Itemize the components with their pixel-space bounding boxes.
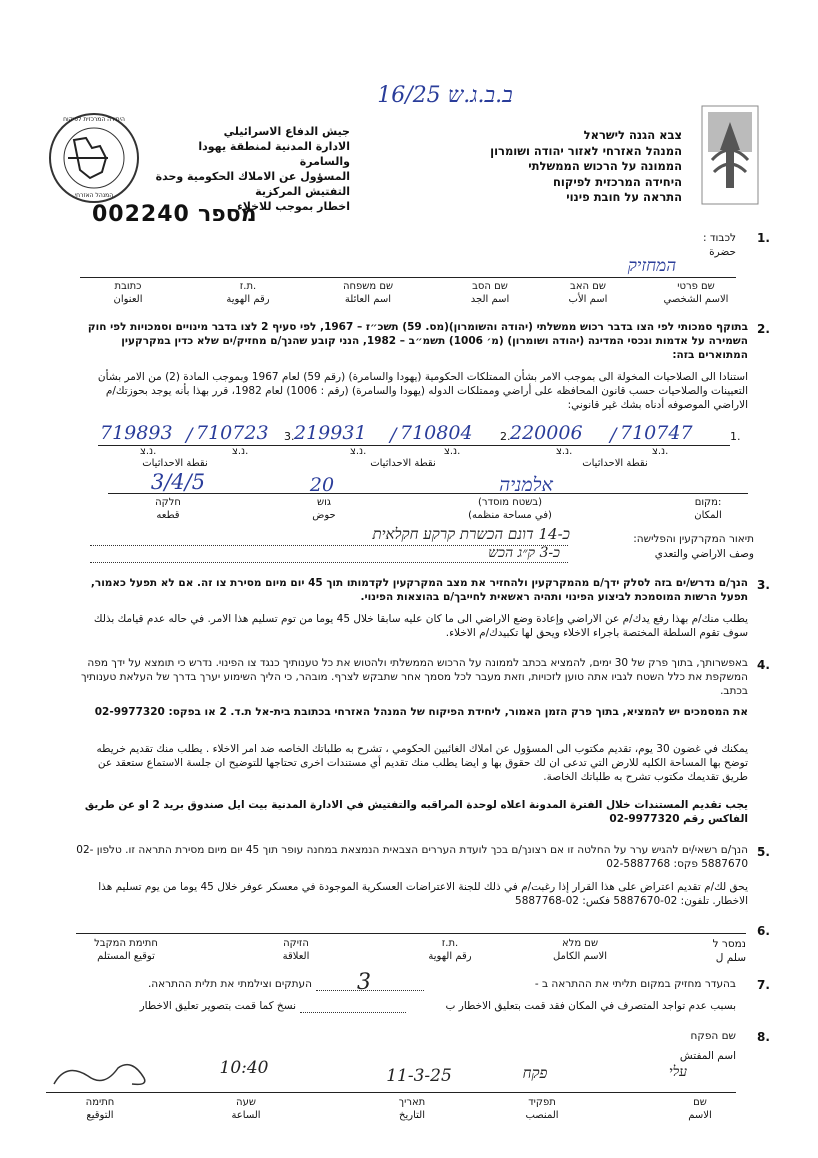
- header-line: جيش الدفاع الاسرائيلي: [223, 125, 350, 138]
- idf-emblem-icon: [690, 100, 770, 210]
- id-label: ת.ז. رقم الهوية: [428, 938, 472, 962]
- handwritten-block: 20: [309, 474, 335, 496]
- delivered-to-label: נמסר ל سلم ل: [712, 938, 746, 964]
- document-number-label: מספר: [198, 202, 257, 227]
- nz-label: נ.צ.: [444, 446, 461, 457]
- header-line: המנהל האזרחי לאזור יהודה ושומרון: [490, 143, 682, 158]
- section5-arabic: يحق لك/م تقديم اعتراض على هذا القرار إذا رغبت/م في ذلك للجنة الاعتراضات العسكرية الموجودة في معسكر عوفر خلال 45 يوما من يوم تسليم هذا الاخطار. تلفون: 02-5887670 فكس: 02-5887768: [98, 881, 748, 907]
- header-line: اخطار بموجب للاخلاء: [237, 200, 350, 213]
- name-label: שם الاسم: [688, 1097, 712, 1121]
- stamp-bottom-text: המנהל האזרחי: [74, 192, 114, 199]
- coord-2a: 710804: [400, 422, 473, 444]
- hebrew-header: [420, 128, 682, 206]
- role-label: תפקיד المنصب: [525, 1097, 559, 1121]
- section-number: 3.: [757, 578, 770, 592]
- section4-arabic-bold: يجب تقديم المستندات خلال الفترة المدونة اعلاه لوحدة المراقبه والتفتيش في الادارة المدنية بيت ايل صندوق بريد 2 او عن طريق الفاكس رقم 9977320-02: [84, 799, 748, 825]
- arabic-header: [150, 124, 350, 214]
- header-line: הממונה על הרכוש הממשלתי: [528, 159, 682, 173]
- handwritten-role: פקח: [522, 1064, 548, 1082]
- field-id-number: ת.ז. رقم الهوية: [226, 281, 270, 305]
- handwritten-place: אלמניה: [499, 474, 553, 496]
- field-grandfather-name: שם הסב اسم الجد: [470, 281, 510, 305]
- section-number: 1.: [757, 231, 770, 245]
- header-line: היחידה המרכזית לפיקוח: [553, 174, 682, 189]
- field-father-name: שם האב اسم الأب: [568, 281, 608, 305]
- section-number: 4.: [757, 658, 770, 672]
- nz-label: נ.צ.: [556, 446, 573, 457]
- parcel-label: חלקה قطعه: [155, 497, 181, 521]
- coord-3a: 710723: [196, 422, 269, 444]
- section5-hebrew: הנך/ם רשאי/ים להגיש ערר על החלטה זו אם רצונך/ם בכך לועדת העררים הצבאית הנמצאת במחנה עופר תוך 45 יום מיום מסירת התראה זו. טלפון 02-5887670 פקס: 02-5887768: [76, 844, 748, 870]
- settled-label: (בשטח מוסדר) (في مساحة منظمه): [468, 497, 552, 521]
- nz-label: נ.צ.: [652, 446, 669, 457]
- handwritten-time: 10:40: [219, 1058, 269, 1078]
- field-first-name: שם פרטי الاسم الشخصي: [663, 281, 729, 305]
- time-label: שעה الساعة: [231, 1097, 261, 1121]
- description-label: תיאור המקרקעין והפלישה: وصف الاراضي والتعدي: [633, 533, 754, 560]
- section-number: 6.: [757, 924, 770, 938]
- nz-label: נ.צ.: [232, 446, 249, 457]
- section7-hebrew-pre: בהעדר מחזיק במקום תליתי את ההתראה ב -: [534, 978, 736, 990]
- coord-label-ar: نقطة الاحداثيات: [582, 458, 648, 469]
- date-label: תאריך التاريخ: [398, 1097, 426, 1121]
- header-line: התראה על חובת פינוי: [566, 190, 682, 204]
- document-number: 002240: [92, 202, 190, 227]
- section4-hebrew-bold: את המסמכים יש להמציא, בתוך פרק הזמן האמור, ליחידת הפיקוח של המנהל האזרחי בכתובת בית-אל ת.ד. 2 או בפקס: 02-9977320: [94, 706, 748, 718]
- header-line: צבא הגנה לישראל: [583, 128, 682, 142]
- handwritten-copies: 3: [357, 970, 371, 995]
- header-line: المسؤول عن الاملاك الحكومية وحدة: [155, 170, 350, 183]
- handwritten-description-2: כ-3 ק״ג הכש: [488, 545, 560, 561]
- section7-arabic-pre: بسبب عدم تواجد المتصرف في المكان فقد قمت بتعليق الاخطار ب: [445, 1000, 736, 1012]
- coord-1a: 710747: [620, 422, 693, 444]
- place-label: מקום: المكان: [694, 497, 722, 521]
- section4-hebrew: באפשרותך, בתוך פרק של 30 ימים, להמציא בכתב לממונה על הרכוש הממשלתי ולהטוש את כל טענותיך כנגד צו הפינוי. נדרש כי תומצא על ידך מפה המשקפת את כלל השטח לגביו אתה טוען לזכויות, וזאת מעבר לכל מסמך אחר שתבקש לצרף. מובהר, כי הליך השימוע יערך בדרך של העלאת טענותיך בכתב.: [80, 657, 748, 697]
- coord-sep: /: [610, 424, 617, 446]
- section-number: 8.: [757, 1030, 770, 1044]
- coord-label-ar: نقطة الاحداثيات: [370, 458, 436, 469]
- coord-index: 3.: [284, 430, 295, 443]
- coord-label-ar: نقطة الاحداثيات: [142, 458, 208, 469]
- coord-1b: 220006: [510, 422, 583, 444]
- coord-2b: 219931: [294, 422, 367, 444]
- header-line: الادارة المدنية لمنطقة يهودا والسامرة: [198, 140, 350, 168]
- section3-arabic: يطلب منك/م بهذا رفع يدك/م عن الاراضي وإعادة وضع الاراضي الى ما كان عليه سابقا خلال 45 يوما من توم تسليم هذا الامر. في حاله عدم قيامك بذلك سوف تقوم السلطة المختصة باجراء الاخلاء ويحق لها تكبيدك/م الاخلاء.: [93, 613, 748, 639]
- header-line: التفتيش المركزية: [255, 185, 350, 198]
- handwritten-date-signed: 11-3-25: [386, 1066, 452, 1086]
- coord-index: 1.: [730, 430, 741, 443]
- to-ar: حضرة: [709, 246, 736, 258]
- coord-3b: 719893: [100, 422, 173, 444]
- coord-sep: /: [390, 424, 397, 446]
- nz-label: נ.צ.: [350, 446, 367, 457]
- section-number: 7.: [757, 978, 770, 992]
- signature-label: חתימה التوقيع: [85, 1097, 115, 1121]
- section7-hebrew-post: העתקים וצילמתי את תלית ההתראה.: [147, 978, 312, 990]
- section4-arabic: يمكنك في غضون 30 يوم، تقديم مكتوب الى المسؤول عن املاك الغائبين الحكومي ، تشرح به طلباتك الخاصه ضد امر الاخلاء . يطلب منك تقديم خريطه توضح بها المساحة الكليه للارض التي تدعى ان لك حقوق بها و ايضا يطلب منك تقديم أي مستندات اخرى تحتاجها للتوضيح ان جلسة الاستماع ستعقد عن طريق تقديمك مكتوب تشرح به طلباتك الخاصة.: [96, 743, 748, 783]
- nz-label: נ.צ.: [140, 446, 157, 457]
- signature-icon: [48, 1060, 158, 1092]
- to-he: לכבוד :: [702, 232, 736, 244]
- recipient-signature-label: חתימת המקבל توقيع المستلم: [94, 938, 158, 962]
- field-address: כתובת العنوان: [113, 281, 143, 305]
- handwritten-description-1: כ-14 דונם הכשרת קרקע חקלאית: [372, 525, 570, 543]
- handwritten-parcel: 3/4/5: [150, 470, 206, 494]
- relation-label: הזיקה العلاقة: [282, 938, 310, 962]
- section2-arabic: استنادا الى الصلاحيات المخولة الى بموجب الامر بشأن الممتلكات الحكومية (يهودا والسامرة) (رقم 59) لعام 1967 وبموجب المادة (2) من الامر بشأن التعيينات والصلاحيات حسب قانون المحافظه على أراضي وممتلكات الدوله (يهودا والسامرة) (رقم : 1006) لعام 1982، قرر بهذا بأنه يوجد بحوزتك/م الاراضي الموصوفه أدناه بشك غير قانوني:: [97, 371, 748, 411]
- section7-arabic-post: نسخ كما قمت بتصوير تعليق الاخطار: [139, 1000, 296, 1012]
- stamp-top-text: היחידה המרכזית לפיקוח: [63, 116, 125, 123]
- coord-sep: /: [186, 424, 193, 446]
- coord-index: 2.: [500, 430, 511, 443]
- inspector-label: اسم المفتش: [679, 1050, 736, 1062]
- handwritten-officer-name: עלי: [668, 1064, 688, 1080]
- section3-hebrew: הנך/ם נדרש/ים בזה לסלק ידך/ם מהמקרקעין ולהחזיר את מצב המקרקעין לקדמותו תוך 45 יום מיום מסירת צו זה. אם לא תפעל כאמור, תפעל הרשות המוסמכת לביצוע הפינוי ותהיה ראשאית לחייבך/ם בהוצאות הפינוי.: [90, 577, 748, 603]
- section-number: 5.: [757, 845, 770, 859]
- officer-label: שם הפקח: [690, 1030, 736, 1042]
- full-name-label: שם מלא الاسم الكامل: [552, 938, 608, 962]
- section2-hebrew: בתוקף סמכותי לפי הצו בדבר רכוש ממשלתי (יהודה והשומרון)(מס. 59) תשכ״ז – 1967, לפי סעיף 2 לצו בדבר מינויים וסמכויות לפי חוק השמירה על אדמות ונכסי המדינה (יהודה ושומרון) (מ׳ 1006) תשמ״ב – 1982, הנני קובע שהנך/ם מחזיק/ים שלא כדין במקרקעין המתוארים בזה:: [87, 321, 748, 361]
- section-number: 2.: [757, 322, 770, 336]
- handwritten-date: 16/25 ב.ב.ג.ש: [377, 83, 513, 108]
- to-label: [640, 231, 736, 259]
- block-label: גוש حوض: [312, 497, 336, 521]
- field-family-name: שם משפחה اسم العائلة: [342, 281, 394, 305]
- handwritten-recipient: המחזיק: [627, 256, 677, 276]
